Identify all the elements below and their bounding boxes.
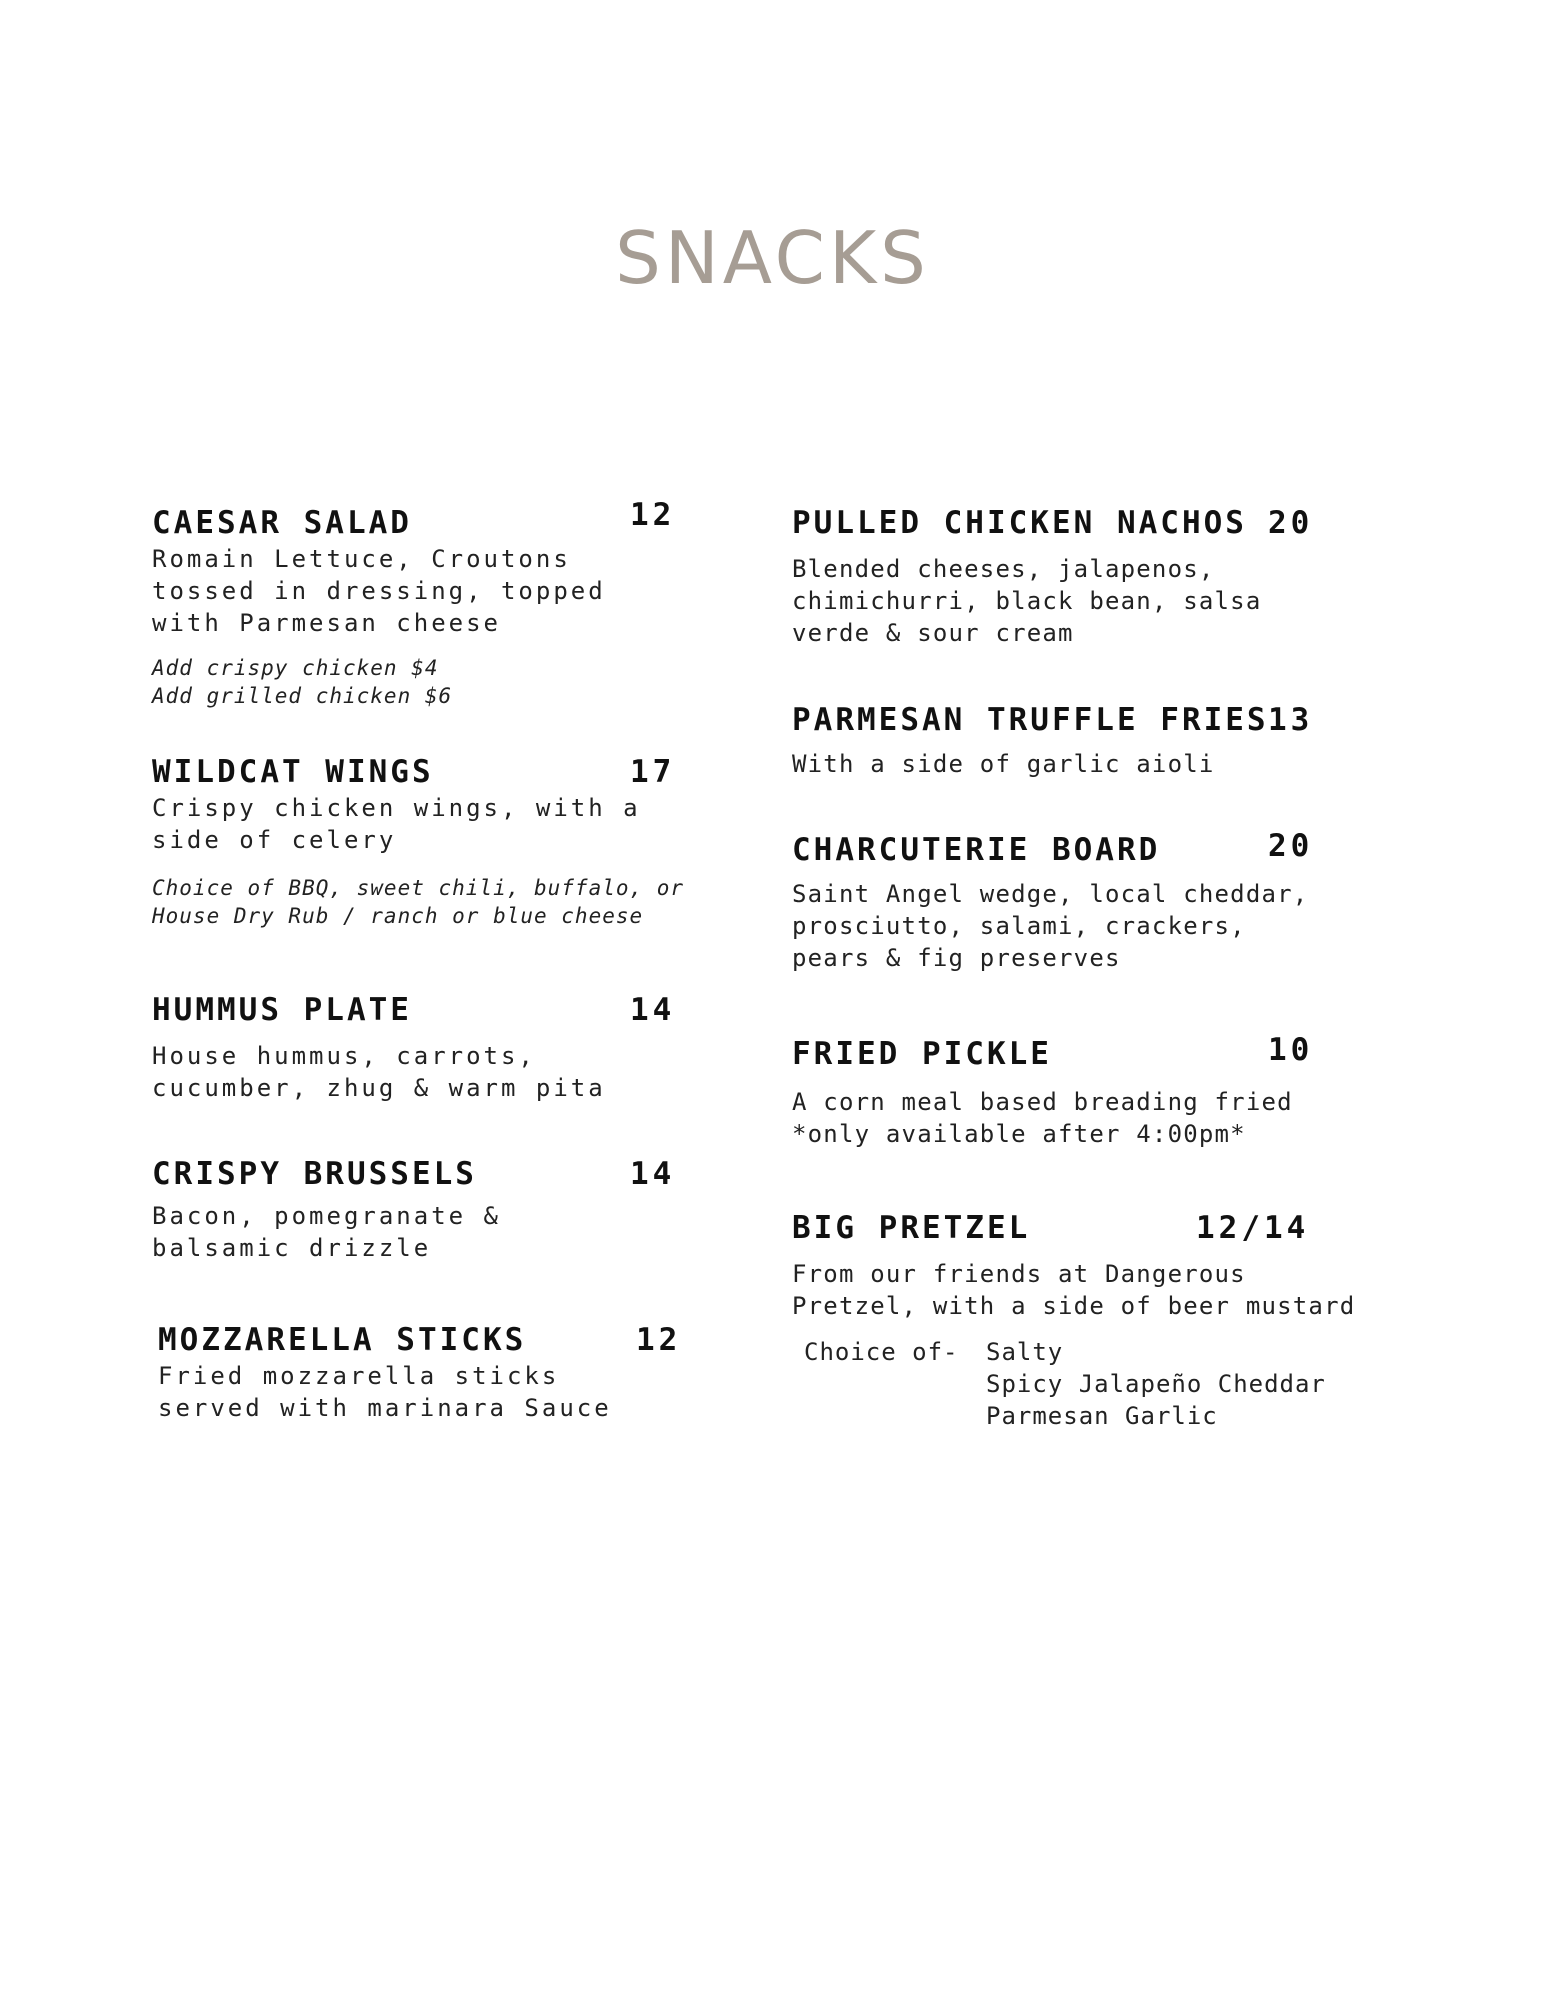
item-name: CRISPY BRUSSELS bbox=[152, 1156, 477, 1192]
item-description-line: House hummus, carrots, bbox=[152, 1042, 536, 1070]
item-name: WILDCAT WINGS bbox=[152, 754, 434, 790]
item-note-line: Add crispy chicken $4 bbox=[152, 656, 439, 680]
choice-option: Spicy Jalapeño Cheddar bbox=[986, 1370, 1326, 1398]
item-price: 17 bbox=[630, 754, 676, 790]
menu-item-crispy-brussels bbox=[152, 1154, 682, 1264]
item-description-line: pears & fig preserves bbox=[792, 944, 1121, 972]
item-price: 12 bbox=[630, 497, 676, 533]
item-name: CHARCUTERIE BOARD bbox=[792, 832, 1161, 868]
item-note-line: Add grilled chicken $6 bbox=[152, 684, 453, 708]
menu-item-wildcat-wings bbox=[152, 752, 685, 930]
item-description-line: Crispy chicken wings, with a bbox=[152, 794, 641, 822]
page-title: SNACKS bbox=[615, 216, 930, 300]
item-description-line: chimichurri, black bean, salsa bbox=[792, 587, 1262, 615]
item-description-line: With a side of garlic aioli bbox=[792, 750, 1215, 778]
item-price: 12/14 bbox=[1196, 1210, 1310, 1246]
item-description-line: tossed in dressing, topped bbox=[152, 577, 606, 605]
item-price: 10 bbox=[1268, 1032, 1314, 1068]
item-price: 14 bbox=[630, 1156, 676, 1192]
item-price: 12 bbox=[636, 1322, 682, 1358]
item-price: 13 bbox=[1268, 702, 1314, 738]
menu-item-mozzarella-sticks bbox=[158, 1320, 688, 1424]
item-name: HUMMUS PLATE bbox=[152, 992, 412, 1028]
item-note-line: House Dry Rub / ranch or blue cheese bbox=[152, 904, 644, 928]
item-name: MOZZARELLA STICKS bbox=[158, 1322, 527, 1358]
item-description-line: prosciutto, salami, crackers, bbox=[792, 912, 1246, 940]
menu-item-hummus-plate bbox=[152, 990, 682, 1104]
menu-item-big-pretzel bbox=[792, 1208, 1356, 1432]
item-name: PARMESAN TRUFFLE FRIES bbox=[792, 702, 1269, 738]
item-description-line: Saint Angel wedge, local cheddar, bbox=[792, 880, 1309, 908]
item-description-line: cucumber, zhug & warm pita bbox=[152, 1074, 606, 1102]
item-description-line: Bacon, pomegranate & bbox=[152, 1202, 501, 1230]
item-name: PULLED CHICKEN NACHOS bbox=[792, 505, 1247, 541]
menu-item-charcuterie-board bbox=[792, 830, 1352, 974]
item-description-line: A corn meal based breading fried bbox=[792, 1088, 1293, 1116]
choice-options bbox=[986, 1336, 1326, 1432]
item-name: CAESAR SALAD bbox=[152, 505, 412, 541]
item-description-line: From our friends at Dangerous bbox=[792, 1260, 1246, 1288]
item-description-line: Fried mozzarella sticks bbox=[158, 1362, 560, 1390]
menu-item-pulled-chicken-nachos bbox=[792, 503, 1352, 649]
item-description-line: Romain Lettuce, Croutons bbox=[152, 545, 571, 573]
item-description-line: Blended cheeses, jalapenos, bbox=[792, 555, 1215, 583]
item-price: 14 bbox=[630, 992, 676, 1028]
pretzel-choices bbox=[792, 1336, 1352, 1432]
item-description-line: side of celery bbox=[152, 826, 397, 854]
item-name: FRIED PICKLE bbox=[792, 1036, 1052, 1072]
item-description-line: Pretzel, with a side of beer mustard bbox=[792, 1292, 1356, 1320]
item-name: BIG PRETZEL bbox=[792, 1210, 1031, 1246]
menu-item-parmesan-truffle-fries bbox=[792, 700, 1352, 780]
item-note-line: Choice of BBQ, sweet chili, buffalo, or bbox=[152, 876, 685, 900]
item-description-line: with Parmesan cheese bbox=[152, 609, 501, 637]
item-description-line: verde & sour cream bbox=[792, 619, 1074, 647]
choice-option: Parmesan Garlic bbox=[986, 1402, 1218, 1430]
menu-item-caesar-salad bbox=[152, 497, 682, 710]
item-description-line: *only available after 4:00pm* bbox=[792, 1120, 1246, 1148]
choice-label: Choice of- bbox=[804, 1338, 959, 1366]
menu-item-fried-pickle bbox=[792, 1034, 1352, 1150]
choice-option: Salty bbox=[986, 1338, 1064, 1366]
item-price: 20 bbox=[1268, 828, 1314, 864]
item-description-line: served with marinara Sauce bbox=[158, 1394, 612, 1422]
item-description-line: balsamic drizzle bbox=[152, 1234, 432, 1262]
item-price: 20 bbox=[1268, 505, 1314, 541]
